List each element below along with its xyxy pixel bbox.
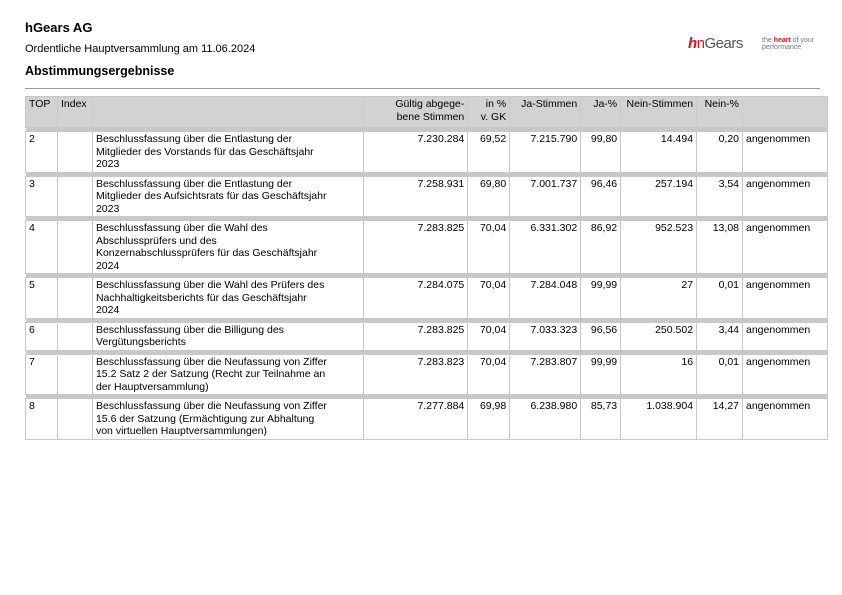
description-line: Beschlussfassung über die Entlastung der	[95, 177, 293, 190]
cell-pct-share-capital: 69,52	[468, 132, 510, 173]
cell-yes-votes: 7.283.807	[510, 354, 581, 395]
tagline-pre: the	[762, 37, 774, 44]
meeting-subtitle: Ordentliche Hauptversammlung am 11.06.2024	[25, 43, 256, 55]
description-line: Mitglieder des Aufsichtsrats für das Geschäftsjahr	[95, 190, 327, 202]
col-description	[92, 97, 363, 128]
cell-no-pct: 3,44	[697, 322, 743, 350]
cell-description	[92, 221, 363, 274]
description-line: 2024	[95, 304, 120, 316]
cell-yes-pct: 99,80	[581, 132, 621, 173]
table-row	[26, 176, 828, 217]
cell-pct-share-capital: 70,04	[468, 354, 510, 395]
cell-yes-pct: 85,73	[581, 399, 621, 440]
cell-yes-pct: 96,56	[581, 322, 621, 350]
cell-index	[57, 278, 92, 319]
page-title: Abstimmungsergebnisse	[25, 64, 175, 78]
cell-top: 2	[26, 132, 58, 173]
cell-pct-share-capital: 69,80	[468, 176, 510, 217]
cell-yes-pct: 99,99	[581, 278, 621, 319]
cell-valid-votes: 7.283.825	[364, 322, 468, 350]
cell-no-pct: 0,01	[697, 278, 743, 319]
cell-top: 6	[26, 322, 58, 350]
cell-no-pct: 0,01	[697, 354, 743, 395]
table-row	[26, 221, 828, 274]
col-no-votes: Nein-Stimmen	[621, 97, 697, 128]
tagline-post: of your	[790, 37, 815, 44]
cell-result: angenommen	[743, 354, 828, 395]
table-header-row	[26, 97, 828, 128]
cell-no-votes: 1.038.904	[621, 399, 697, 440]
cell-valid-votes: 7.230.284	[364, 132, 468, 173]
cell-yes-pct: 86,92	[581, 221, 621, 274]
cell-result: angenommen	[743, 399, 828, 440]
cell-result: angenommen	[743, 132, 828, 173]
col-index: Index	[57, 97, 92, 128]
cell-yes-votes: 7.215.790	[510, 132, 581, 173]
header-divider	[25, 88, 820, 89]
description-line: Beschlussfassung über die Entlastung der	[95, 133, 293, 145]
description-line: Beschlussfassung über die Neufassung von Ziffer	[95, 355, 327, 368]
cell-top: 5	[26, 278, 58, 319]
logo-tagline	[762, 37, 814, 51]
table-row	[26, 322, 828, 350]
cell-no-votes: 257.194	[621, 176, 697, 217]
cell-no-votes: 250.502	[621, 322, 697, 350]
cell-pct-share-capital: 69,98	[468, 399, 510, 440]
cell-no-pct: 13,08	[697, 221, 743, 274]
cell-result: angenommen	[743, 176, 828, 217]
description-line: 15.6 der Satzung (Ermächtigung zur Abhaltung	[95, 412, 315, 425]
cell-description	[92, 132, 363, 173]
table-body	[26, 128, 828, 440]
hgears-logo	[688, 35, 743, 53]
cell-yes-votes: 6.331.302	[510, 221, 581, 274]
description-line: Beschlussfassung über die Neufassung von Ziffer	[95, 400, 327, 412]
cell-result: angenommen	[743, 221, 828, 274]
cell-no-pct: 14,27	[697, 399, 743, 440]
cell-description	[92, 322, 363, 350]
cell-no-pct: 3,54	[697, 176, 743, 217]
cell-index	[57, 221, 92, 274]
cell-no-votes: 27	[621, 278, 697, 319]
cell-yes-pct: 99,99	[581, 354, 621, 395]
cell-yes-votes: 7.033.323	[510, 322, 581, 350]
description-line: Beschlussfassung über die Billigung des	[95, 323, 284, 336]
col-valid-line2: bene Stimmen	[396, 110, 465, 123]
description-line: Nachhaltigkeitsberichts für das Geschäftsjahr	[95, 291, 307, 304]
cell-pct-share-capital: 70,04	[468, 221, 510, 274]
cell-top: 4	[26, 221, 58, 274]
col-valid-line1: Gültig abgege-	[395, 98, 465, 110]
description-line: von virtuellen Hauptversammlungen)	[95, 425, 267, 437]
table-row	[26, 132, 828, 173]
cell-yes-pct: 96,46	[581, 176, 621, 217]
description-line: Abschlussprüfers und des	[95, 234, 217, 247]
logo-wordmark: hnGears	[688, 35, 743, 52]
description-line: Vergütungsberichts	[95, 336, 186, 348]
cell-index	[57, 322, 92, 350]
description-line: 2023	[95, 158, 120, 170]
company-name: hGears AG	[25, 20, 93, 35]
cell-description	[92, 399, 363, 440]
cell-valid-votes: 7.283.823	[364, 354, 468, 395]
col-pct-share-capital	[468, 97, 510, 128]
col-result	[743, 97, 828, 128]
cell-top: 7	[26, 354, 58, 395]
cell-index	[57, 354, 92, 395]
cell-result: angenommen	[743, 322, 828, 350]
cell-pct-share-capital: 70,04	[468, 278, 510, 319]
cell-valid-votes: 7.258.931	[364, 176, 468, 217]
col-valid-votes	[364, 97, 468, 128]
cell-description	[92, 176, 363, 217]
description-line: der Hauptversammlung)	[95, 380, 209, 393]
col-no-pct: Nein-%	[697, 97, 743, 128]
cell-yes-votes: 7.001.737	[510, 176, 581, 217]
cell-top: 8	[26, 399, 58, 440]
cell-description	[92, 278, 363, 319]
voting-results-table	[25, 96, 828, 440]
col-yes-pct: Ja-%	[581, 97, 621, 128]
cell-no-votes: 14.494	[621, 132, 697, 173]
cell-no-votes: 952.523	[621, 221, 697, 274]
cell-index	[57, 132, 92, 173]
cell-no-pct: 0,20	[697, 132, 743, 173]
table-row	[26, 354, 828, 395]
cell-result: angenommen	[743, 278, 828, 319]
description-line: Beschlussfassung über die Wahl des Prüfers des	[95, 279, 325, 291]
col-pct-line1: in %	[485, 98, 507, 110]
tagline-line2: performance	[762, 44, 802, 51]
cell-top: 3	[26, 176, 58, 217]
cell-no-votes: 16	[621, 354, 697, 395]
description-line: Mitglieder des Vorstands für das Geschäftsjahr	[95, 145, 314, 158]
cell-index	[57, 399, 92, 440]
cell-description	[92, 354, 363, 395]
cell-pct-share-capital: 70,04	[468, 322, 510, 350]
table-row	[26, 399, 828, 440]
description-line: 2024	[95, 259, 120, 272]
cell-valid-votes: 7.283.825	[364, 221, 468, 274]
tagline-bold: heart	[773, 37, 791, 44]
cell-yes-votes: 7.284.048	[510, 278, 581, 319]
description-line: 15.2 Satz 2 der Satzung (Recht zur Teilnahme an	[95, 368, 326, 380]
description-line: 2023	[95, 202, 120, 215]
description-line: Konzernabschlussprüfers für das Geschäftsjahr	[95, 247, 318, 259]
col-yes-votes: Ja-Stimmen	[510, 97, 581, 128]
cell-valid-votes: 7.284.075	[364, 278, 468, 319]
cell-yes-votes: 6.238.980	[510, 399, 581, 440]
col-top: TOP	[26, 97, 58, 128]
cell-index	[57, 176, 92, 217]
col-pct-line2: v. GK	[480, 110, 507, 123]
cell-valid-votes: 7.277.884	[364, 399, 468, 440]
description-line: Beschlussfassung über die Wahl des	[95, 222, 268, 234]
table-row	[26, 278, 828, 319]
